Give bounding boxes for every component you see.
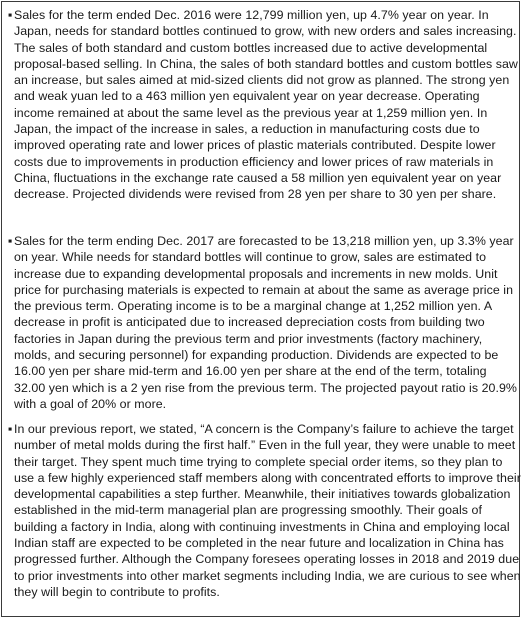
paragraph-fy2016-results [8,7,521,203]
paragraph-text: Sales for the term ended Dec. 2016 were 12,799 million yen, up 4.7% year on year. In Japan, needs for standard bottles continued to grow, with new orders and sales increasing. The sales of both standard and custom bottles increased due to active developmental proposal-based selling. In China, the sales of both standard bottles and custom bottles saw an increase, but sales aimed at mid-sized clients did not grow as planned. The strong yen and weak yuan led to a 463 million yen equivalent year on year decrease. Operating income remained at about the same level as the previous year at 1,259 million yen. In Japan, the impact of the increase in sales, a reduction in manufacturing costs due to improved operating rate and lower prices of plastic materials contributed. Despite lower costs due to improvements in production efficiency and lower prices of raw materials in China, fluctuations in the exchange rate caused a 58 million yen equivalent year on year decrease. Projected dividends were revised from 28 yen per share to 30 yen per share. [14,8,518,202]
bullet-icon: ▪ [8,234,13,248]
bullet-icon: ▪ [8,8,13,22]
bullet-icon: ▪ [8,422,13,436]
paragraph-text: In our previous report, we stated, “A concern is the Company’s failure to achieve the target number of metal molds during the first half.” Even in the full year, they were unable to meet their target. They spent much time trying to complete special order items, so they plan to use a few highly experienced staff members along with concentrated efforts to improve their developmental capabilities a step further. Meanwhile, their initiatives towards globalization established in the mid-term managerial plan are progressing smoothly. Their goals of building a factory in India, along with continuing investments in China and employing local Indian staff are expected to be completed in the near future and localization in China has progressed further. Although the Company foresees operating losses in 2018 and 2019 due to prior investments into other market segments including India, we are curious to see when they will begin to contribute to profits. [14,422,521,599]
paragraph-fy2017-forecast [8,233,521,412]
paragraph-text: Sales for the term ending Dec. 2017 are forecasted to be 13,218 million yen, up 3.3% year on year. While needs for standard bottles will continue to grow, sales are estimated to increase due to expanding developmental proposals and increments in new molds. Unit price for purchasing materials is expected to remain at about the same as average price in the previous term. Operating income is to be a marginal change at 1,252 million yen. A decrease in profit is anticipated due to increased depreciation costs from building two factories in Japan during the previous term and prior investments (factory machinery, molds, and securing personnel) for expanding production. Dividends are expected to be 16.00 yen per share mid-term and 16.00 yen per share at the end of the term, totaling 32.00 yen which is a 2 yen rise from the previous term. The projected payout ratio is 20.9% with a goal of 20% or more. [14,234,517,411]
paragraph-outlook [8,421,521,600]
text-box-frame [1,1,520,617]
